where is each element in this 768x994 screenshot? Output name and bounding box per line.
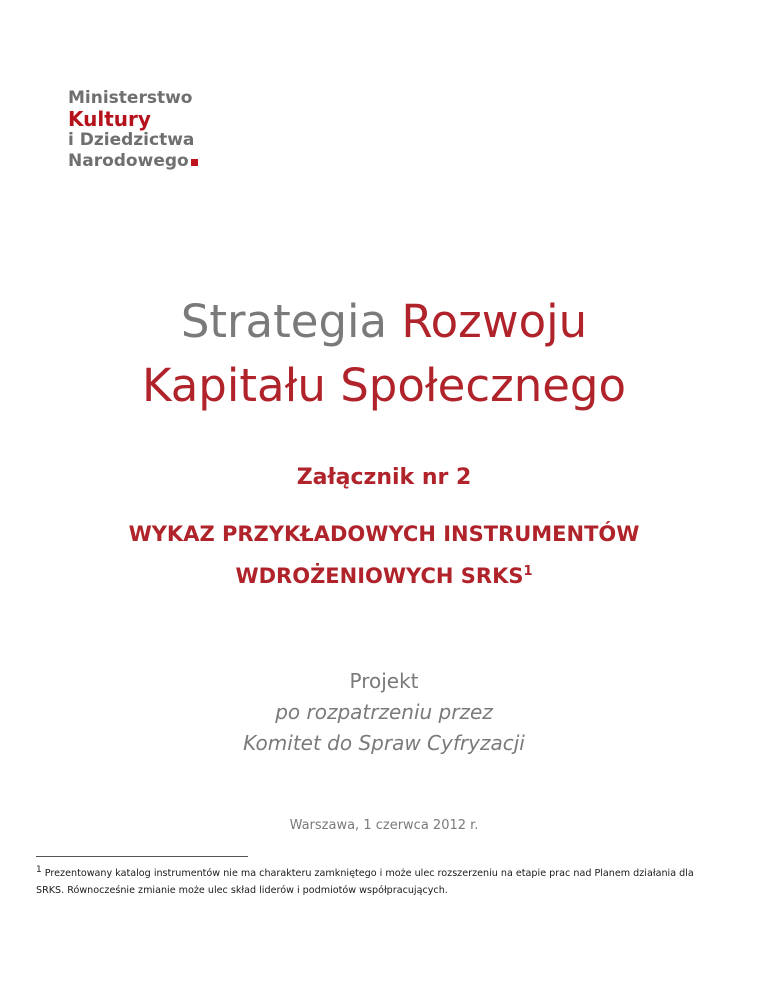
heading-line-1: WYKAZ PRZYKŁADOWYCH INSTRUMENTÓW xyxy=(128,522,640,546)
logo-line-1: Ministerstwo xyxy=(68,88,193,108)
project-line-1: Projekt xyxy=(349,669,419,693)
footnote-reference: 1 xyxy=(523,564,533,579)
logo-line-2: Kultury xyxy=(68,107,151,131)
annex-label: Załącznik nr 2 xyxy=(296,465,472,490)
footnote-separator xyxy=(36,856,248,857)
project-status xyxy=(0,666,768,759)
title-word-rozwoju: Rozwoju xyxy=(401,295,588,348)
title-word-strategia: Strategia xyxy=(180,295,388,348)
logo-line-3: i Dziedzictwa xyxy=(68,130,195,150)
title-line-2: Kapitału Społecznego xyxy=(142,359,626,412)
ministry-logo xyxy=(68,88,198,172)
footnote-marker: 1 xyxy=(36,865,42,875)
footnote xyxy=(36,862,696,899)
place-and-date: Warszawa, 1 czerwca 2012 r. xyxy=(289,818,479,833)
project-line-3: Komitet do Spraw Cyfryzacji xyxy=(243,731,525,755)
logo-line-4-text: Narodowego xyxy=(68,151,189,171)
document-heading xyxy=(0,515,768,595)
heading-line-2-text: WDROŻENIOWYCH SRKS xyxy=(235,564,524,588)
document-title xyxy=(0,290,768,418)
logo-line-4 xyxy=(68,151,198,172)
project-line-2: po rozpatrzeniu przez xyxy=(275,700,493,724)
heading-line-2 xyxy=(0,553,768,595)
title-line-1 xyxy=(0,290,768,354)
logo-red-square-icon xyxy=(191,159,198,166)
footnote-text: Prezentowany katalog instrumentów nie ma charakteru zamkniętego i może ulec rozszerzeniu na etapie prac nad Planem działania dla SRKS. Równocześnie zmianie może ulec skład liderów i podmiotów współpracujących. xyxy=(36,868,694,897)
